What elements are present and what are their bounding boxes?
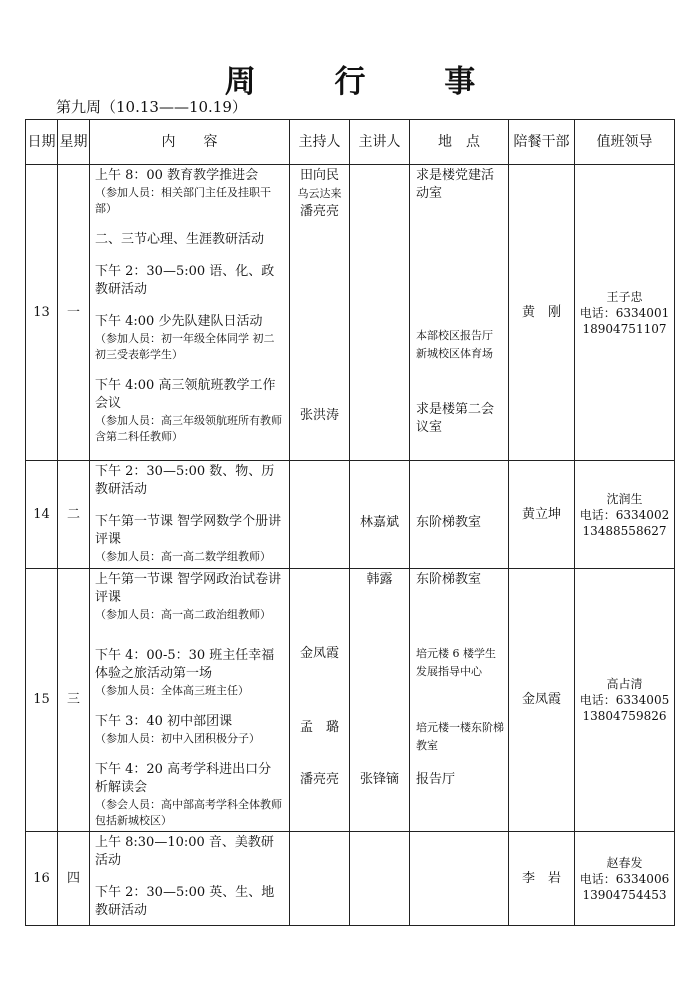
weekday-cell: 二	[58, 461, 90, 569]
table-row	[26, 461, 675, 569]
list-item: 上午第一节课 智学网政治试卷讲评课 （参加人员：高一高二政治组教师）	[95, 572, 282, 621]
leader-phone: 电话：6334001	[579, 305, 670, 320]
host-cell	[290, 569, 350, 832]
table-row	[26, 165, 675, 461]
leader-phone: 电话：6334005	[579, 693, 670, 707]
list-item: 下午 4:00 少先队建队日活动 （参加人员：初一年级全体同学 初二初三受表彰学生）	[95, 314, 275, 361]
cadre-cell: 金凤霞	[509, 569, 575, 832]
location-text: 报告厅	[416, 772, 456, 787]
header-date: 日期	[26, 120, 58, 165]
location-text: 求是楼党建活动室	[416, 168, 495, 201]
leader-name: 沈润生	[606, 491, 643, 506]
list-item: 上午 8:30—10:00 音、美教研活动	[95, 835, 274, 868]
header-location: 地 点	[410, 120, 509, 165]
weekday-cell: 四	[58, 832, 90, 926]
location-text: 求是楼第二会议室	[416, 402, 495, 435]
leader-mobile: 13804759826	[582, 709, 667, 723]
leader-name: 王子忠	[606, 289, 643, 304]
date-cell: 16	[26, 832, 58, 926]
content-cell	[90, 461, 290, 569]
host-cell	[290, 461, 350, 569]
list-item: 下午 4:00 高三领航班教学工作会议 （参加人员：高三年级领航班所有教师 含第二科任教师）	[95, 378, 282, 443]
location-cell	[410, 832, 509, 926]
location-text: 培元楼 6 楼学生发展指导中心	[416, 647, 496, 678]
speaker-name: 林嘉斌	[359, 515, 399, 530]
header-host: 主持人	[290, 120, 350, 165]
speaker-cell	[350, 832, 410, 926]
content-cell	[90, 832, 290, 926]
date-cell: 14	[26, 461, 58, 569]
header-cadre: 陪餐干部	[509, 120, 575, 165]
leader-phone: 电话：6334006	[579, 871, 670, 886]
speaker-cell	[350, 461, 410, 569]
host-name: 田向民	[299, 168, 339, 183]
leader-mobile: 13904754453	[582, 887, 667, 902]
speaker-cell	[350, 569, 410, 832]
list-item: 下午 2：30—5:00 英、生、地教研活动	[95, 885, 275, 918]
schedule-table	[25, 119, 675, 926]
location-cell	[410, 569, 509, 832]
location-text: 东阶梯教室	[416, 572, 482, 587]
weekday-cell: 一	[58, 165, 90, 461]
host-name: 潘亮亮	[299, 772, 339, 787]
host-cell	[290, 165, 350, 461]
header-row	[26, 120, 675, 165]
list-item: 下午 4：00-5：30 班主任幸福体验之旅活动第一场 （参加人员：全体高三班主任）	[95, 648, 275, 697]
list-item: 上午 8：00 教育教学推进会 （参加人员：相关部门主任及挂职干部）	[95, 168, 271, 215]
list-item: 下午 4：20 高考学科进出口分析解读会 （参会人员：高中部高考学科全体教师 包括新城校区）	[95, 762, 282, 827]
cadre-cell: 李 岩	[509, 832, 575, 926]
host-name: 金凤霞	[299, 646, 339, 661]
table-row	[26, 832, 675, 926]
cadre-cell: 黄立坤	[509, 461, 575, 569]
location-text: 新城校区体育场	[416, 347, 493, 360]
header-speaker: 主讲人	[350, 120, 410, 165]
speaker-cell	[350, 165, 410, 461]
date-cell: 13	[26, 165, 58, 461]
list-item: 下午 3：40 初中部团课 （参加人员：初中入团积极分子）	[95, 714, 260, 745]
leader-cell	[575, 832, 675, 926]
date-cell: 15	[26, 569, 58, 832]
speaker-name: 张锋镝	[359, 772, 399, 787]
list-item: 下午第一节课 智学网数学个册讲评课 （参加人员：高一高二数学组教师）	[95, 514, 282, 563]
host-name: 孟 璐	[299, 720, 339, 735]
week-range: 第九周（10.13——10.19）	[56, 98, 247, 116]
header-weekday: 星期	[58, 120, 90, 165]
list-item: 二、三节心理、生涯教研活动	[95, 232, 265, 247]
content-cell	[90, 569, 290, 832]
table-row	[26, 569, 675, 832]
host-name: 张洪涛	[299, 408, 339, 423]
location-cell	[410, 165, 509, 461]
list-item: 下午 2：30—5:00 数、物、历教研活动	[95, 464, 275, 497]
leader-cell	[575, 165, 675, 461]
header-content: 内 容	[90, 120, 290, 165]
leader-name: 赵春发	[606, 855, 643, 870]
leader-phone: 电话：6334002	[579, 507, 670, 522]
leader-mobile: 18904751107	[582, 321, 667, 336]
location-text: 东阶梯教室	[416, 515, 482, 530]
header-leader: 值班领导	[575, 120, 675, 165]
leader-mobile: 13488558627	[582, 523, 667, 538]
location-text: 培元楼一楼东阶梯教室	[416, 721, 504, 752]
cadre-cell: 黄 刚	[509, 165, 575, 461]
leader-cell	[575, 461, 675, 569]
weekday-cell: 三	[58, 569, 90, 832]
host-name: 乌云达来	[297, 187, 342, 200]
leader-name: 高占清	[606, 677, 643, 691]
page-title: 周 行 事	[224, 64, 510, 100]
location-cell	[410, 461, 509, 569]
leader-cell	[575, 569, 675, 832]
location-text: 本部校区报告厅	[416, 329, 493, 342]
speaker-name: 韩露	[366, 572, 393, 587]
content-cell	[90, 165, 290, 461]
host-cell	[290, 832, 350, 926]
list-item: 下午 2：30—5:00 语、化、政教研活动	[95, 264, 275, 297]
host-name: 潘亮亮	[299, 204, 339, 219]
